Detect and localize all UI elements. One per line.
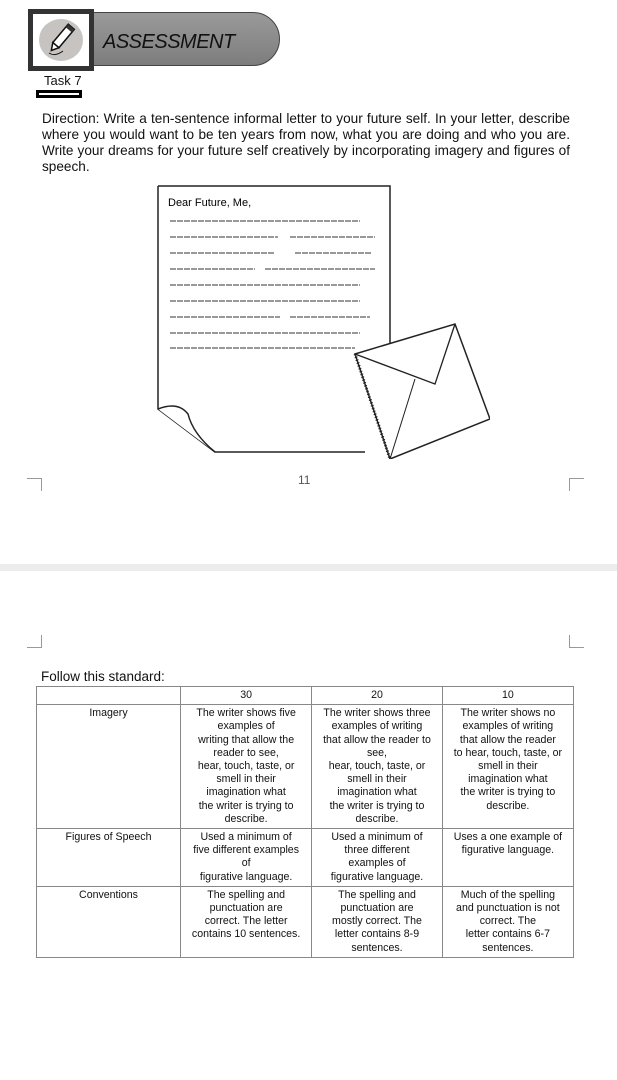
pencil-icon xyxy=(39,19,83,61)
direction-text: Direction: Write a ten-sentence informal letter to your future self. In your letter, describe where you would want to be ten years from now, what you are doing and who you are. Write your dreams for your future self creatively by incorporating imagery and figures of speech. xyxy=(42,111,570,174)
criterion-cell: Imagery xyxy=(37,705,181,829)
table-row xyxy=(37,705,574,829)
header-cell: 20 xyxy=(312,687,443,705)
criterion-cell: Conventions xyxy=(37,886,181,957)
crop-mark xyxy=(27,635,42,648)
criterion-cell: Figures of Speech xyxy=(37,829,181,887)
header-cell: 30 xyxy=(181,687,312,705)
table-header-row xyxy=(37,687,574,705)
table-cell: The writer shows no examples of writing that allow the reader to hear, touch, taste, or smell in their imagination what the writer is trying to describe. xyxy=(442,705,573,829)
crop-mark xyxy=(569,478,584,491)
table-cell: Used a minimum of three different examples of figurative language. xyxy=(312,829,443,887)
letter-salutation: Dear Future, Me, xyxy=(168,197,252,209)
crop-mark xyxy=(27,478,42,491)
page-separator xyxy=(0,564,617,571)
task-label-box xyxy=(36,90,82,98)
table-cell: Uses a one example of figurative language. xyxy=(442,829,573,887)
table-cell: The spelling and punctuation are mostly correct. The letter contains 8-9 sentences. xyxy=(312,886,443,957)
task-label-text: Task 7 xyxy=(44,73,82,88)
header-cell xyxy=(37,687,181,705)
banner-icon-box xyxy=(28,9,94,71)
follow-standard-label: Follow this standard: xyxy=(41,669,165,684)
header-cell: 10 xyxy=(442,687,573,705)
letter-illustration xyxy=(150,184,490,464)
table-cell: The spelling and punctuation are correct. The letter contains 10 sentences. xyxy=(181,886,312,957)
table-cell: The writer shows five examples of writing that allow the reader to see, hear, touch, taste, or smell in their imagination what the writer is trying to describe. xyxy=(181,705,312,829)
section-title: ASSESSMENT xyxy=(103,31,235,53)
table-row xyxy=(37,886,574,957)
table-cell: Much of the spelling and punctuation is not correct. The letter contains 6-7 sentences. xyxy=(442,886,573,957)
crop-mark xyxy=(569,635,584,648)
table-row xyxy=(37,829,574,887)
page-number: 11 xyxy=(298,473,311,487)
task-label xyxy=(36,74,96,104)
table-cell: The writer shows three examples of writing that allow the reader to see, hear, touch, taste, or smell in their imagination what the writer is trying to describe. xyxy=(312,705,443,829)
assessment-banner xyxy=(28,9,280,67)
table-cell: Used a minimum of five different examples of figurative language. xyxy=(181,829,312,887)
rubric-table xyxy=(36,686,574,958)
envelope-icon xyxy=(355,324,490,459)
